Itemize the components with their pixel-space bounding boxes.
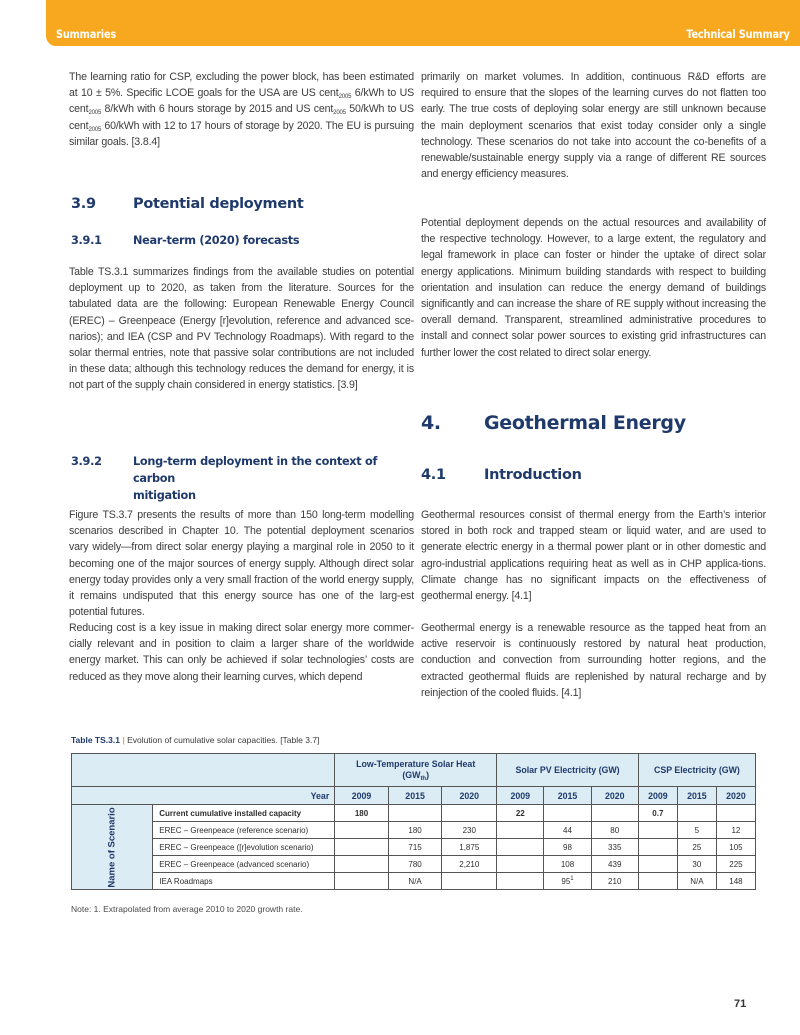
group-header-solar-pv: Solar PV Electricity (GW): [497, 754, 639, 787]
cell: N/A: [677, 873, 716, 890]
cell: 80: [591, 822, 638, 839]
row-name: EREC – Greenpeace (advanced scenario): [153, 856, 335, 873]
footnote-marker: 1: [570, 875, 574, 882]
section-title: Near-term (2020) forecasts: [133, 234, 300, 247]
cell: [442, 805, 497, 822]
cell: 1,875: [442, 839, 497, 856]
cell: 22: [497, 805, 544, 822]
cell: [335, 822, 389, 839]
cell: [497, 873, 544, 890]
section-title: Potential deployment: [133, 196, 304, 212]
cell: [497, 839, 544, 856]
chapter-title: Geothermal Energy: [484, 412, 686, 434]
table-row: [72, 805, 756, 822]
year-header: 2015: [388, 787, 442, 805]
cell: [591, 805, 638, 822]
table-caption-text: Evolution of cumulative solar capacities. [Table 3.7]: [127, 735, 320, 745]
intro-paragraph-block: [69, 69, 414, 150]
cell: 108: [544, 856, 591, 873]
cell: [335, 856, 389, 873]
intro-paragraph: The learning ratio for CSP, excluding the power block, has been estimated at 10 ± 5%. Specific LCOE goals for the USA are US cent$_{2005}$ 6/kWh to US cent$_{2005}$ 8/kWh with 6 hours storage by 2015 and US cent$_{2005}$ 50/kWh to US cent$_{2005}$ 60/kWh with 12 to 17 hours of storage by 2020. The EU is pursuing similar goals. [3.8.4]: [69, 71, 414, 148]
table-row: [72, 873, 756, 890]
section-heading-3-9-1: [71, 232, 411, 250]
paragraph-4-1b-block: [421, 620, 766, 701]
row-name: Current cumulative installed capacity: [153, 805, 335, 822]
table-row: [72, 856, 756, 873]
paragraph-continued-block: [421, 69, 766, 182]
section-heading-3-9: [71, 196, 411, 216]
section-number: 3.9.1: [71, 234, 102, 247]
solar-capacities-table: [71, 753, 756, 890]
header-chapter-label: Technical Summary: [686, 27, 790, 41]
cell: [716, 805, 755, 822]
cell: [497, 822, 544, 839]
year-label: Year: [72, 787, 335, 805]
header-band: [46, 0, 800, 46]
cell: 105: [716, 839, 755, 856]
paragraph-4-1b: Geothermal energy is a renewable resource as the tapped heat from an active reservoir is continuously restored by natural heat production, conduction and convection from surrounding hotter regions, and the extracted geothermal fluids are replenished by natural recharge and by reinjection of the cooled fluids. [4.1]: [421, 622, 766, 699]
cell: [335, 873, 389, 890]
header-section-label: Summaries: [56, 27, 117, 41]
paragraph-3-9-2a: Figure TS.3.7 presents the results of more than 150 long-term modelling scenarios described in Chapter 10. The potential deployment scenarios vary widely—from direct solar energy playing a marginal role in 2050 to it becoming one of the major sources of energy supply. Although direct solar energy today provides only a very small fraction of the world energy supply, it remains undisputed that this energy source has one of the larg-est potential futures.: [69, 509, 414, 619]
paragraph-4-1a: Geothermal resources consist of thermal energy from the Earth’s interior stored in both rock and trapped steam or liquid water, and are used to generate electric energy in a thermal power plant or in other domestic and agro-industrial applications requiring heat as well as in CHP applica-tions. Climate change has no significant impacts on the effectiveness of geothermal energy. [4.1]: [421, 509, 766, 603]
year-header: 2009: [638, 787, 677, 805]
cell: 230: [442, 822, 497, 839]
cell: 5: [677, 822, 716, 839]
group-header-low-temp-heat: Low-Temperature Solar Heat $(GW_{th})$: [335, 754, 497, 787]
cell: 180: [388, 822, 442, 839]
cell: [638, 839, 677, 856]
table-caption-separator: |: [122, 735, 125, 745]
paragraph-continued: primarily on market volumes. In addition, continuous R&D efforts are required to ensure that the slopes of the learning curves do not flatten too early. The true costs of deploying solar energy are still unknown because the main deployment scenarios that exist today consider only a single technology. These scenarios do not take into account the co-benefits of a renewable/sustainable energy supply via a range of different RE sources and energy efficiency measures.: [421, 71, 766, 181]
cell: 30: [677, 856, 716, 873]
paragraph-potential-block: [421, 215, 766, 361]
cell: 148: [716, 873, 755, 890]
section-title: Long-term deployment in the context of carbon mitigation: [133, 455, 378, 502]
paragraph-3-9-1-block: [69, 264, 414, 394]
table-note: Note: 1. Extrapolated from average 2010 to 2020 growth rate.: [71, 904, 303, 914]
year-header: 2020: [716, 787, 755, 805]
section-number: 3.9: [71, 196, 96, 212]
cell: [638, 822, 677, 839]
table-corner-cell: [72, 754, 335, 787]
section-number: 4.1: [421, 467, 446, 483]
table-caption-label: Table TS.3.1: [71, 735, 120, 745]
cell: 210: [591, 873, 638, 890]
cell: 2,210: [442, 856, 497, 873]
cell: 0.7: [638, 805, 677, 822]
year-header: 2015: [544, 787, 591, 805]
table-row: [72, 822, 756, 839]
cell: 180: [335, 805, 389, 822]
section-heading-4-1: [421, 467, 766, 487]
cell: [677, 805, 716, 822]
paragraph-3-9-1: Table TS.3.1 summarizes findings from the available studies on potential deployment up to 2020, as taken from the literature. Sources for the tabulated data are the following: European Renewable Energy Council (EREC) – Greenpeace (Energy [r]evolution, reference and advanced sce-narios); and IEA (CSP and PV Technology Roadmaps). With regard to the solar thermal entries, note that passive solar contributions are not included in these data; although this technology reduces the demand for energy, it is not part of the supply chain considered in energy statistics. [3.9]: [69, 266, 414, 392]
table-row: [72, 839, 756, 856]
cell: 715: [388, 839, 442, 856]
cell: $95^1$: [544, 873, 591, 890]
cell: [638, 873, 677, 890]
paragraph-potential-deployment: Potential deployment depends on the actual resources and availability of the respective technology. However, to a large extent, the regulatory and legal framework in place can foster or hinder the uptake of direct solar energy applications. Minimum building standards with respect to building orientation and insulation can reduce the energy demand of buildings significantly and can increase the share of RE supply without increasing the overall demand. Transparent, streamlined administrative procedures to install and connect solar power sources to existing grid infrastructures can further lower the cost related to direct solar energy.: [421, 217, 766, 359]
group-header-csp: CSP Electricity (GW): [638, 754, 755, 787]
year-header: 2009: [497, 787, 544, 805]
year-header: 2015: [677, 787, 716, 805]
section-heading-3-9-2: [71, 453, 411, 502]
section-title: Introduction: [484, 467, 582, 483]
cell: [497, 856, 544, 873]
section-number: 3.9.2: [71, 455, 102, 468]
cell: N/A: [388, 873, 442, 890]
year-header: 2020: [442, 787, 497, 805]
row-name: IEA Roadmaps: [153, 873, 335, 890]
cell: [335, 839, 389, 856]
table-caption: [71, 735, 319, 745]
paragraph-4-1a-block: [421, 507, 766, 604]
cell: 225: [716, 856, 755, 873]
page-number: 71: [734, 998, 747, 1010]
table-group-header-row: [72, 754, 756, 787]
row-name: EREC – Greenpeace ([r]evolution scenario): [153, 839, 335, 856]
paragraph-3-9-2b: Reducing cost is a key issue in making direct solar energy more commer-cially relevant and in position to claim a larger share of the worldwide energy market. This can only be achieved if solar technologies’ costs are reduced as they move along their learning curves, which depend: [69, 622, 414, 683]
cell: [544, 805, 591, 822]
paragraph-3-9-2a-block: [69, 507, 414, 620]
cell: [388, 805, 442, 822]
year-header: 2009: [335, 787, 389, 805]
chapter-heading-4: [421, 412, 766, 438]
chapter-number: 4.: [421, 412, 441, 434]
cell: 780: [388, 856, 442, 873]
cell: [638, 856, 677, 873]
paragraph-3-9-2b-block: [69, 620, 414, 685]
row-name: EREC – Greenpeace (reference scenario): [153, 822, 335, 839]
cell: 44: [544, 822, 591, 839]
cell: 12: [716, 822, 755, 839]
cell: 335: [591, 839, 638, 856]
year-header: 2020: [591, 787, 638, 805]
cell: [442, 873, 497, 890]
cell: 25: [677, 839, 716, 856]
cell: 439: [591, 856, 638, 873]
row-group-label: Name of Scenario: [72, 805, 153, 890]
table-year-row: [72, 787, 756, 805]
cell: 98: [544, 839, 591, 856]
